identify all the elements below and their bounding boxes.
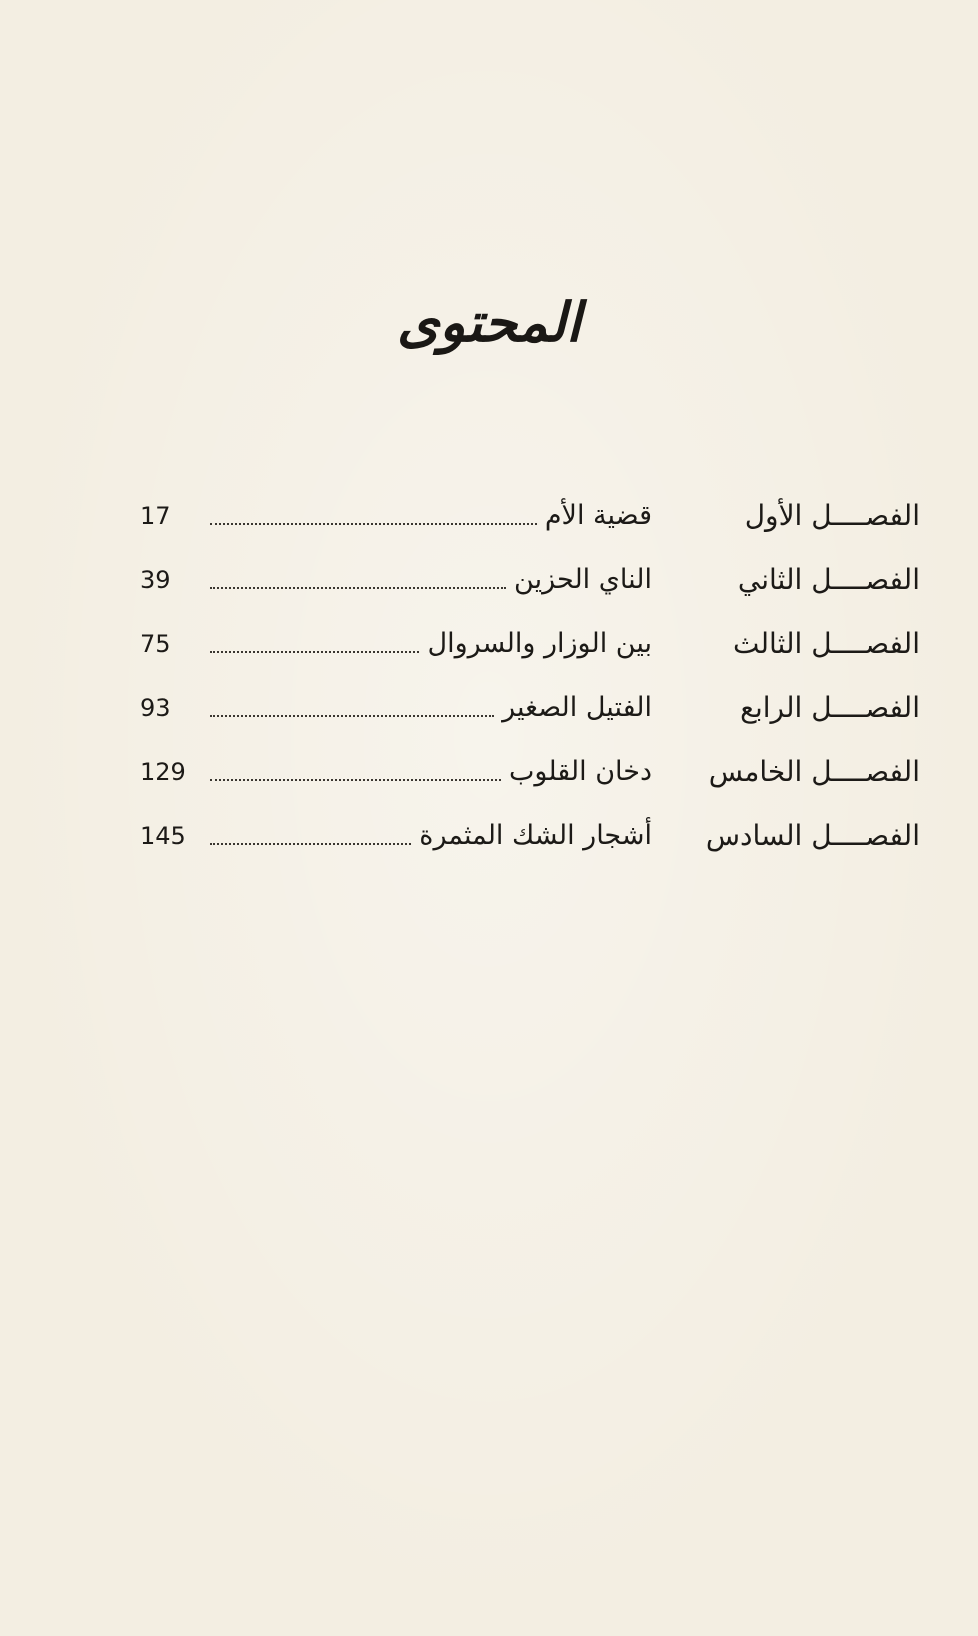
chapter-label: الفصــــل الثاني	[737, 563, 920, 596]
chapter-label: الفصــــل السادس	[705, 819, 920, 852]
chapter-title: الفتيل الصغير	[502, 692, 652, 723]
chapter-title: الناي الحزين	[514, 564, 652, 595]
chapter-label: الفصــــل الأول	[744, 499, 920, 532]
chapter-title: أشجار الشك المثمرة	[419, 820, 652, 851]
dot-leader	[210, 649, 419, 653]
chapter-title: بين الوزار والسروال	[427, 628, 652, 659]
chapter-label: الفصــــل الخامس	[708, 755, 920, 788]
toc-leader	[210, 688, 652, 728]
toc-row	[140, 744, 920, 808]
toc-leader	[210, 752, 652, 792]
dot-leader	[210, 777, 501, 781]
table-of-contents	[140, 488, 920, 872]
toc-row	[140, 488, 920, 552]
page-number: 75	[140, 630, 171, 658]
chapter-label: الفصــــل الثالث	[733, 627, 920, 660]
dot-leader	[210, 521, 537, 525]
page-number: 145	[140, 822, 186, 850]
toc-leader	[210, 816, 652, 856]
chapter-title: قضية الأم	[544, 500, 652, 531]
dot-leader	[210, 713, 494, 717]
chapter-title: دخان القلوب	[508, 756, 652, 787]
toc-leader	[210, 560, 652, 600]
chapter-label: الفصــــل الرابع	[740, 691, 920, 724]
toc-row	[140, 808, 920, 872]
dot-leader	[210, 585, 506, 589]
page-number: 93	[140, 694, 171, 722]
toc-leader	[210, 624, 652, 664]
page-number: 17	[140, 502, 171, 530]
toc-row	[140, 680, 920, 744]
toc-row	[140, 552, 920, 616]
toc-leader	[210, 496, 652, 536]
toc-row	[140, 616, 920, 680]
dot-leader	[210, 841, 411, 845]
page-number: 39	[140, 566, 171, 594]
page-number: 129	[140, 758, 186, 786]
page-title: المحتوى	[397, 290, 581, 354]
